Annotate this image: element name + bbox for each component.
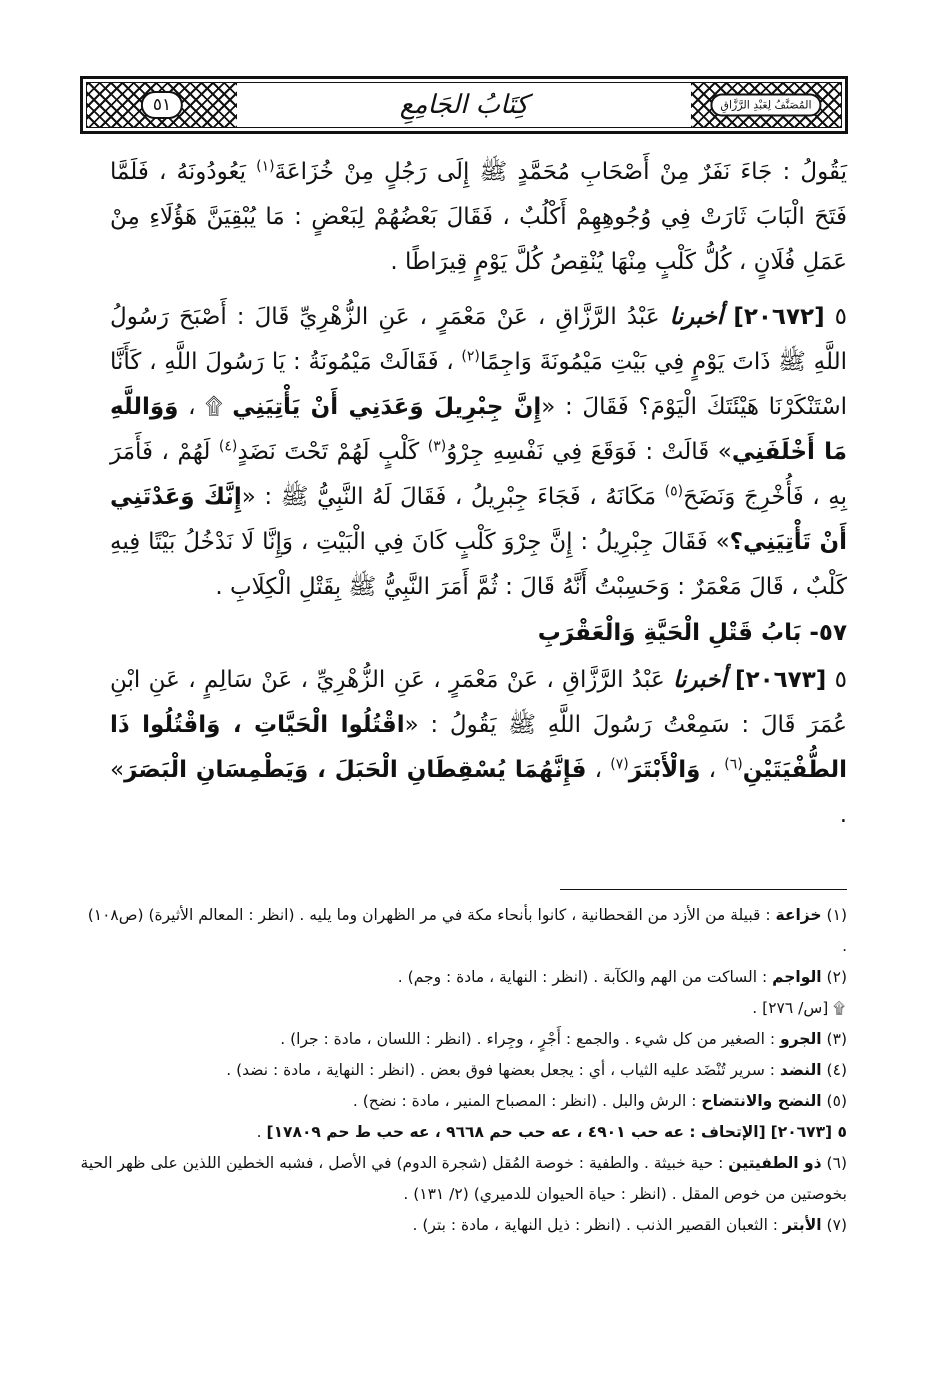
prophet-quote: وَالْأَبْتَرَ (628, 757, 701, 783)
footnote-ref-4: (٤) (218, 438, 238, 455)
footnote-ref-3: (٣) (427, 438, 447, 455)
book-title-emblem: المُصَنَّفُ لِعَبْدِ الرَّزَّاقِ (710, 94, 821, 117)
running-title: كِتَابُ الجَامِعِ (399, 90, 529, 120)
paragraph-20673: ٥ [٢٠٦٧٣] أخبرنا عَبْدُ الرَّزَّاقِ ، عَنْ مَعْمَرٍ ، عَنِ الزُّهْرِيِّ ، عَنْ سَالِمٍ ، عَنِ ابْنِ عُمَرَ قَالَ : سَمِعْتُ رَسُولَ اللَّهِ ﷺ يَقُولُ : «اقْتُلُوا الْحَيَّاتِ ، وَاقْتُلُوا ذَا الطُّفْيَتَيْنِ$^{(٦)}$ ، وَالْأَبْتَرَ$^{(٧)}$ ، فَإِنَّهُمَا يُسْقِطَانِ الْحَبَلَ ، وَيَطْمِسَانِ الْبَصَرَ» . (110, 667, 848, 828)
footnote-6: (٦) ذو الطفيتين : حية خبيثة . والطفية : خوصة المُقل (شجرة الدوم) في الأصل ، فشبه الخطين اللذين على ظهر الحية بخوصتين من خوص المقل . (انظر : حياة الحيوان للدميري) (٢/ ١٣١) . (80, 1154, 847, 1203)
main-text (110, 150, 847, 846)
prophet-quote: إِنَّ جِبْرِيلَ وَعَدَنِي أَنْ يَأْتِيَنِي (232, 394, 542, 420)
footnote-4: (٤) النضد : سرير تُنْضَد عليه الثياب ، أي : يجعل بعضها فوق بعض . (انظر : النهاية ، مادة : نضد) . (226, 1061, 847, 1079)
prophet-quote: فَإِنَّهُمَا يُسْقِطَانِ الْحَبَلَ ، وَيَطْمِسَانِ الْبَصَرَ (124, 757, 587, 783)
book-title-ornament (691, 82, 841, 128)
footnote-ref-7: (٧) (610, 756, 629, 773)
section-heading: ٥٧- بَابُ قَتْلِ الْحَيَّةِ وَالْعَقْرَبِ (537, 620, 847, 646)
footnote-ref-1: (١) (256, 158, 275, 175)
footnote-divider (560, 889, 847, 890)
prophet-quote: وَوَاللَّهِ مَا أَخْلَفَنِي (110, 394, 847, 465)
hadith-number: [٢٠٦٧٢] (733, 304, 825, 330)
paragraph-20672: ٥ [٢٠٦٧٢] أخبرنا عَبْدُ الرَّزَّاقِ ، عَنْ مَعْمَرٍ ، عَنِ الزُّهْرِيِّ قَالَ : أَصْبَحَ رَسُولُ اللَّهِ ﷺ ذَاتَ يَوْمٍ فِي بَيْتِ مَيْمُونَةَ وَاجِمًا$^{(٢)}$ ، فَقَالَتْ مَيْمُونَةُ : يَا رَسُولَ اللَّهِ ، كَأَنَّا اسْتَنْكَرْنَا هَيْئَتَكَ الْيَوْمَ؟ فَقَالَ : «إِنَّ جِبْرِيلَ وَعَدَنِي أَنْ يَأْتِيَنِي ۩ ، وَوَاللَّهِ مَا أَخْلَفَنِي» قَالَتْ : فَوَقَعَ فِي نَفْسِهِ جِرْوُ$^{(٣)}$ كَلْبٍ لَهُمْ تَحْتَ نَضَدٍ$^{(٤)}$ لَهُمْ ، فَأَمَرَ بِهِ ، فَأُخْرِجَ وَنَضَحَ$^{(٥)}$ مَكَانَهُ ، فَجَاءَ جِبْرِيلُ ، فَقَالَ لَهُ النَّبِيُّ ﷺ : «إِنَّكَ وَعَدْتَنِي أَنْ تَأْتِيَنِي؟» فَقَالَ جِبْرِيلُ : إِنَّ جِرْوَ كَلْبٍ كَانَ فِي الْبَيْتِ ، وَإِنَّا لَا نَدْخُلُ بَيْتًا فِيهِ كَلْبٌ ، قَالَ مَعْمَرٌ : وَحَسِبْتُ أَنَّهُ قَالَ : ثُمَّ أَمَرَ النَّبِيُّ ﷺ بِقَتْلِ الْكِلَابِ . (110, 304, 848, 600)
footnote-page-ref: ۩ [س/ ٢٧٦] . (752, 999, 845, 1017)
paragraph-1: يَقُولُ : جَاءَ نَفَرٌ مِنْ أَصْحَابِ مُحَمَّدٍ ﷺ إِلَى رَجُلٍ مِنْ خُزَاعَةَ$^{(١)}$ يَعُودُونَهُ ، فَلَمَّا فَتَحَ الْبَابَ ثَارَتْ فِي وُجُوهِهِمْ أَكْلُبٌ ، فَقَالَ بَعْضُهُمْ لِبَعْضٍ : مَا يُبْقِيَنَّ هَؤُلَاءِ مِنْ عَمَلِ فُلَانٍ ، كُلُّ كَلْبٍ مِنْهَا يُنْقِصُ كُلَّ يَوْمٍ قِيرَاطًا . (110, 158, 847, 275)
chain-opening: أخبرنا (669, 304, 724, 330)
footnotes (80, 900, 847, 1241)
prophet-quote: إِنَّكَ وَعَدْتَنِي أَنْ تَأْتِيَنِي؟ (110, 484, 848, 555)
footnote-5: (٥) النضح والانتضاح : الرش والبل . (انظر : المصباح المنير ، مادة : نضح) . (352, 1092, 847, 1110)
footnote-ref-2: (٢) (461, 348, 480, 365)
hadith-number: [٢٠٦٧٣] (735, 667, 827, 693)
chain-opening: أخبرنا (673, 667, 727, 693)
footnote-3: (٣) الجرو : الصغير من كل شيء . والجمع : أَجْرٍ ، وجِراء . (انظر : اللسان ، مادة : جرا) . (280, 1030, 847, 1048)
footnote-1: (١) خزاعة : قبيلة من الأزد من القحطانية ، كانوا بأنحاء مكة في مر الظهران وما يليه . (انظر : المعالم الأثيرة) (ص١٠٨) . (87, 906, 847, 955)
footnote-ref-5: (٥) (664, 483, 684, 500)
hadith-marker: ٥ (834, 304, 847, 330)
footnote-2: (٢) الواجم : الساكت من الهم والكآبة . (انظر : النهاية ، مادة : وجم) . (397, 968, 847, 986)
footnote-7: (٧) الأبتر : الثعبان القصير الذنب . (انظر : ذيل النهاية ، مادة : بتر) . (412, 1216, 847, 1234)
page-number-ornament (87, 82, 237, 128)
footnote-ithaf: ٥ [٢٠٦٧٣] [الإتحاف : عه حب ٤٩٠١ ، عه حب حم ٩٦٦٨ ، عه حب ط حم ١٧٨٠٩] . (256, 1123, 847, 1141)
hadith-marker: ٥ (834, 667, 847, 693)
page-header (80, 76, 848, 134)
prophet-quote: اقْتُلُوا الْحَيَّاتِ ، وَاقْتُلُوا ذَا الطُّفْيَتَيْنِ (110, 712, 848, 783)
footnote-ref-6: (٦) (724, 756, 743, 773)
page-number: ٥١ (141, 91, 183, 119)
